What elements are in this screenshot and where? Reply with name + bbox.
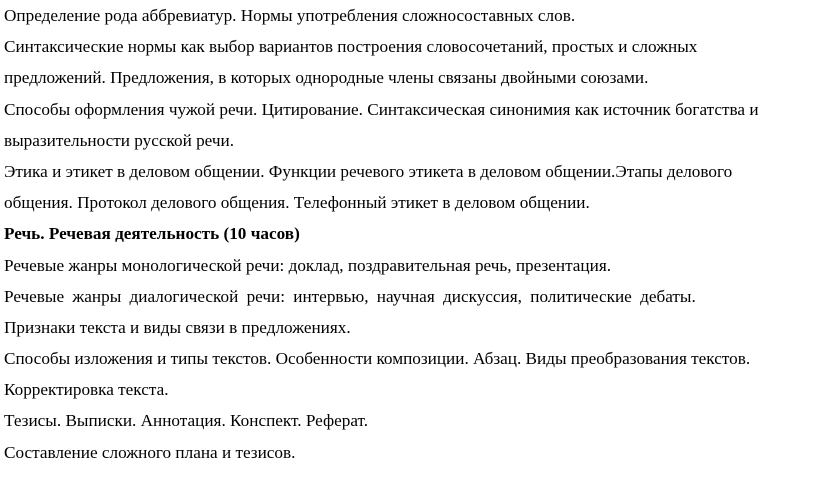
text-line: Этика и этикет в деловом общении. Функции речевого этикета в деловом общении.Этапы делового: [4, 161, 733, 181]
text-line: Определение рода аббревиатур. Нормы употребления сложносоставных слов.: [4, 6, 576, 25]
text-line: выразительности русской речи.: [4, 130, 234, 150]
text-line: Тезисы. Выписки. Аннотация. Конспект. Реферат.: [4, 411, 369, 431]
text-line: общения. Протокол делового общения. Телефонный этикет в деловом общении.: [4, 193, 590, 213]
text-line: предложений. Предложения, в которых однородные члены связаны двойными союзами.: [4, 68, 649, 88]
text-line: Способы изложения и типы текстов. Особенности композиции. Абзац. Виды преобразования текстов.: [4, 349, 751, 369]
text-line: Корректировка текста.: [4, 380, 169, 400]
text-line: Речевые жанры диалогической речи: интервью, научная дискуссия, политические дебаты.: [4, 286, 696, 306]
text-line: Признаки текста и виды связи в предложениях.: [4, 317, 351, 337]
text-line: Способы оформления чужой речи. Цитирование. Синтаксическая синонимия как источник богатства и: [4, 99, 759, 119]
text-line: Речевые жанры монологической речи: доклад, поздравительная речь, презентация.: [4, 255, 612, 275]
text-line: Синтаксические нормы как выбор вариантов построения словосочетаний, простых и сложных: [4, 37, 698, 57]
section-heading: Речь. Речевая деятельность (10 часов): [4, 224, 300, 244]
document-body: [4, 0, 816, 468]
text-line: Составление сложного плана и тезисов.: [4, 442, 296, 462]
